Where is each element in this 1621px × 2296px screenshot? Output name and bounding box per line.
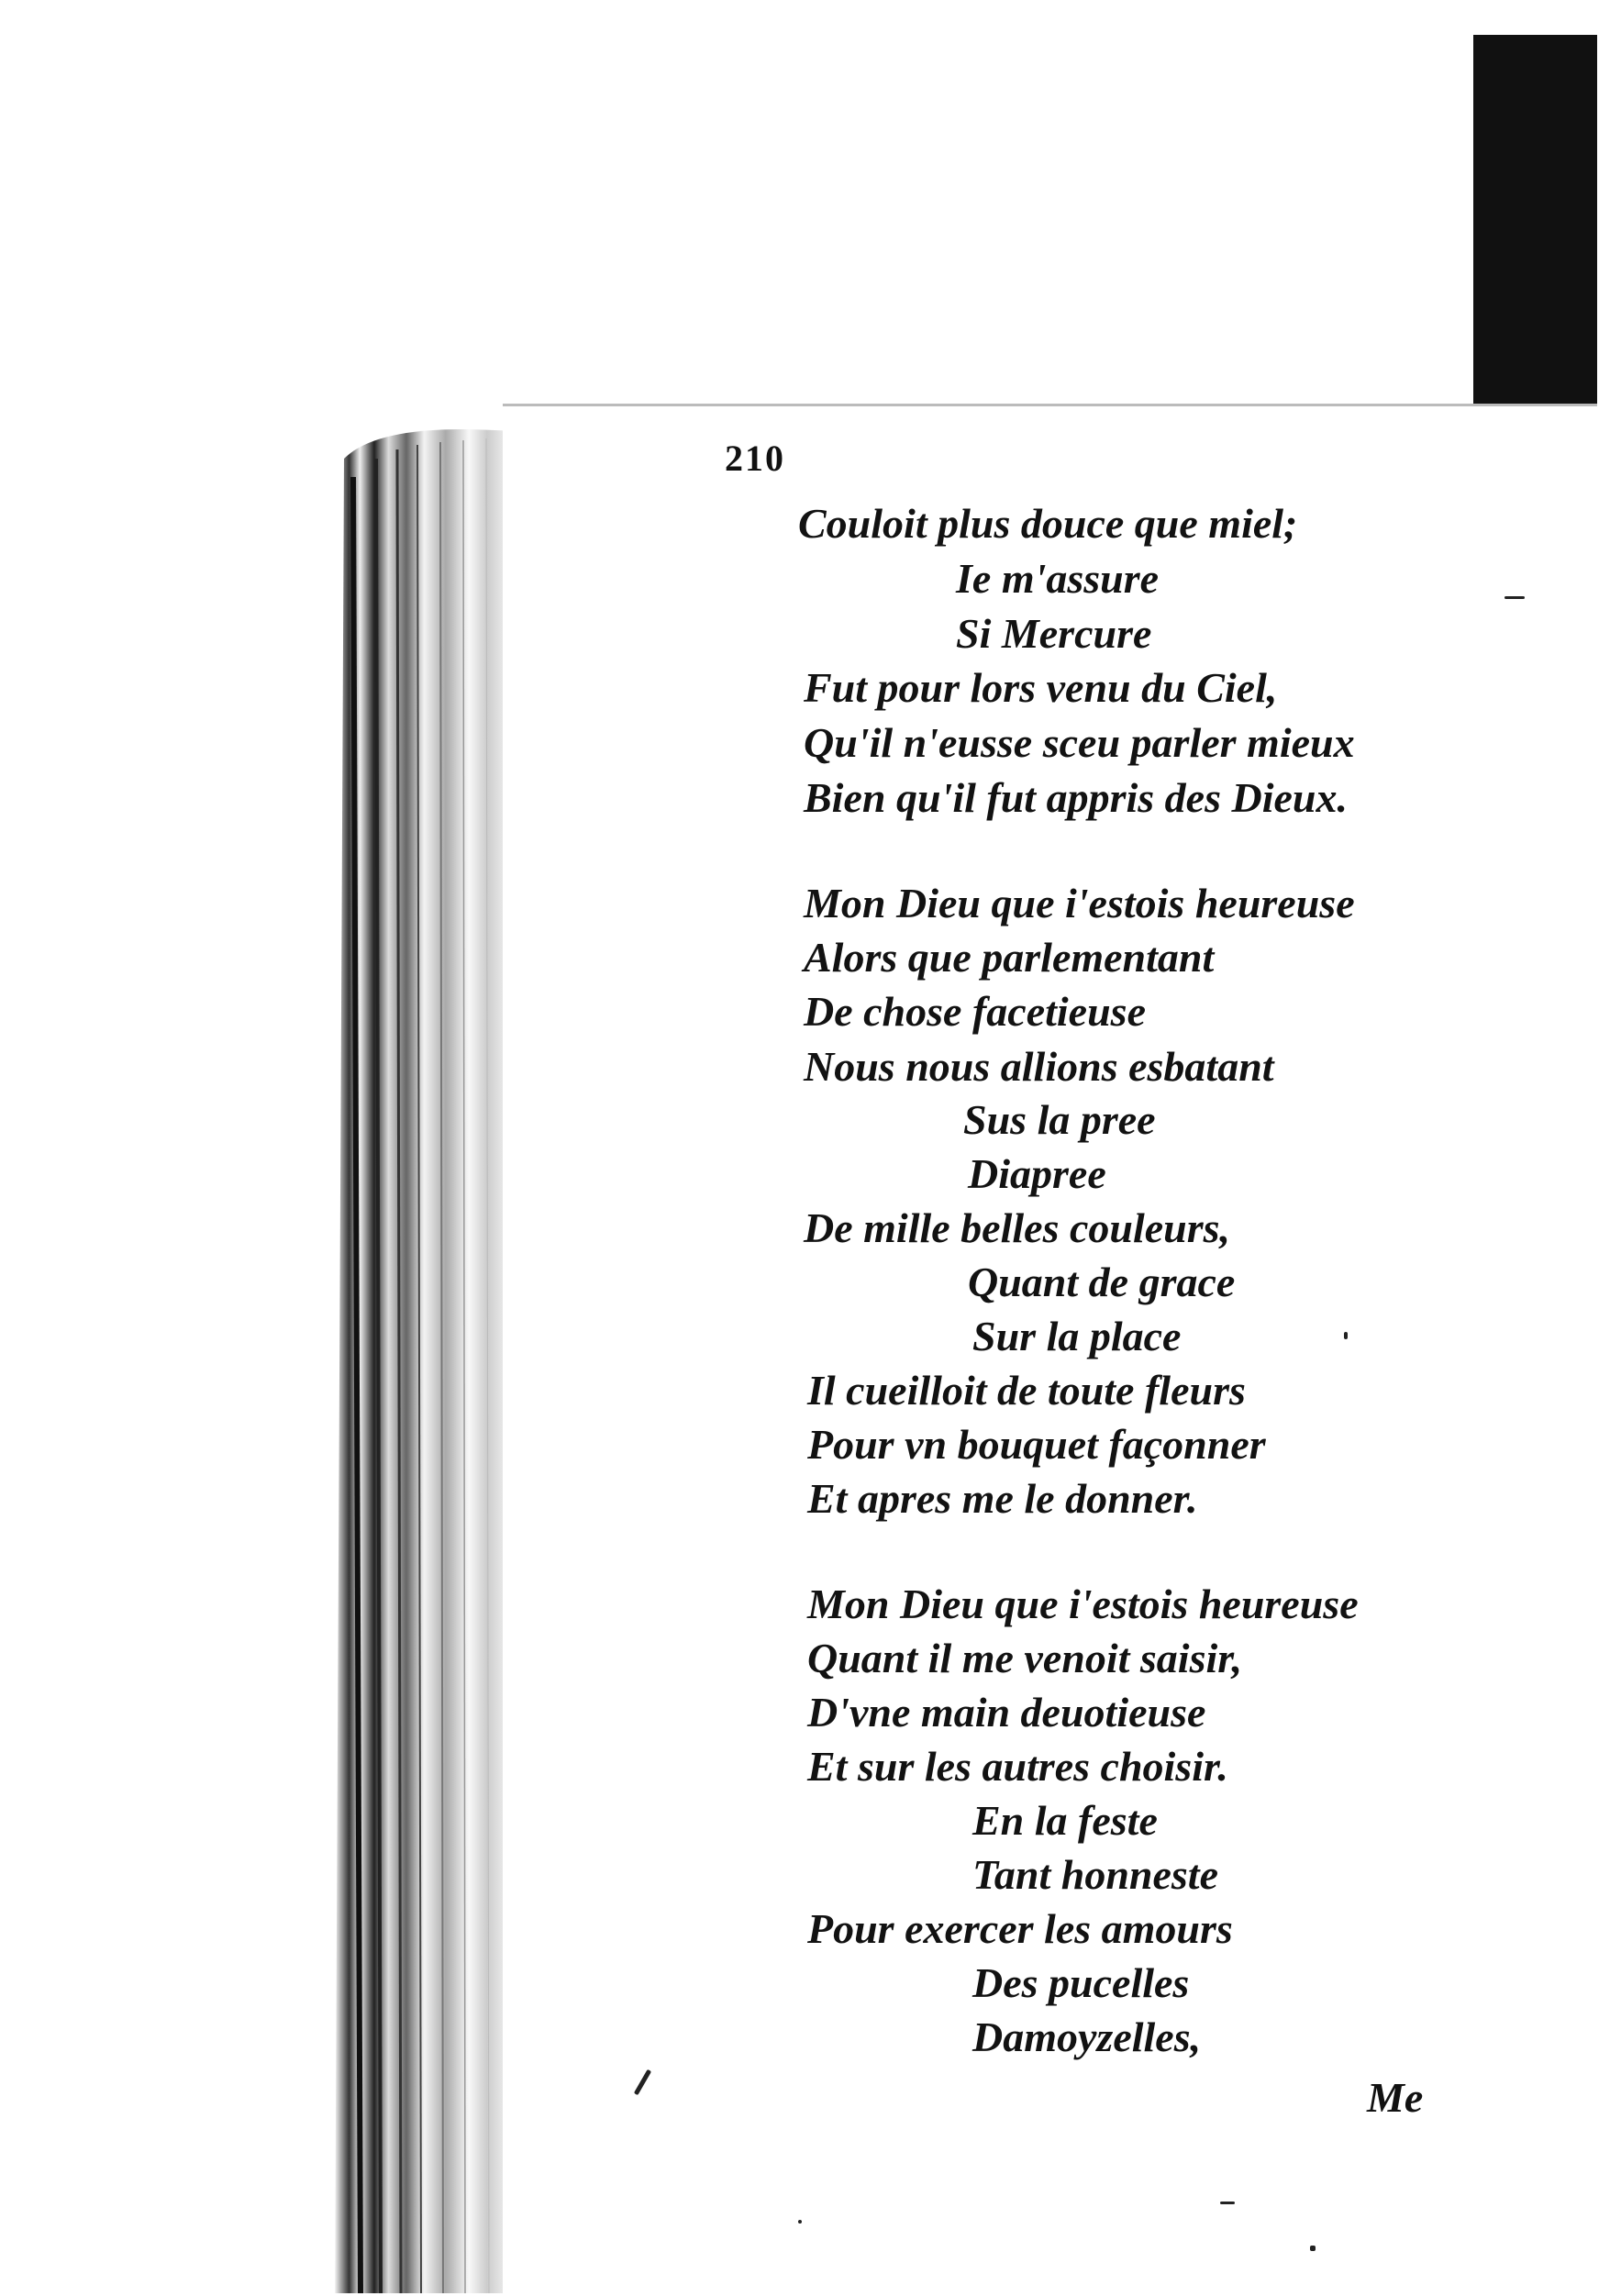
verse-line: Tant honneste [972,1851,1219,1898]
verse-line: Bien qu'il fut appris des Dieux. [804,774,1348,821]
verse-line: Quant il me venoit saisir, [807,1635,1243,1681]
verse-line: Si Mercure [956,610,1152,657]
ink-speck [1220,2202,1235,2204]
verse-line: D'vne main deuotieuse [807,1689,1206,1736]
dark-page-tab [1473,35,1597,404]
verse-line: Mon Dieu que i'estois heureuse [804,880,1355,926]
verse-line: Et apres me le donner. [807,1475,1198,1522]
verse-line: Il cueilloit de toute fleurs [807,1367,1246,1414]
verse-line: De mille belles couleurs, [804,1204,1231,1251]
verse-line: Damoyzelles, [972,2013,1202,2060]
verse-line: En la feste [972,1797,1158,1844]
catchword: Me [1367,2074,1424,2121]
book-fore-edge [326,422,523,2293]
verse-line: Quant de grace [968,1259,1236,1305]
ink-speck [1310,2246,1316,2251]
verse-line: Mon Dieu que i'estois heureuse [807,1581,1359,1627]
ink-speck [1344,1332,1348,1339]
verse-line: Fut pour lors venu du Ciel, [804,664,1278,711]
verse-line: Sus la pree [963,1096,1156,1143]
verse-line: Sur la place [972,1313,1182,1359]
verse-line: Diapree [968,1150,1106,1197]
verse-line: Couloit plus douce que miel; [798,500,1298,547]
verse-line: Alors que parlementant [804,934,1215,981]
verse-line: De chose facetieuse [804,988,1146,1035]
verse-line: Nous nous allions esbatant [804,1043,1274,1090]
ink-speck [798,2220,802,2224]
verse-line: Pour vn bouquet façonner [807,1421,1266,1468]
page-number: 210 [725,438,785,479]
verse-line: Et sur les autres choisir. [807,1743,1228,1790]
verse-line: Ie m'assure [956,555,1160,602]
ink-speck [1504,596,1525,599]
verse-line: Qu'il n'eusse sceu parler mieux [804,719,1355,766]
verse-line: Pour exercer les amours [807,1905,1233,1952]
verse-line: Des pucelles [972,1959,1190,2006]
